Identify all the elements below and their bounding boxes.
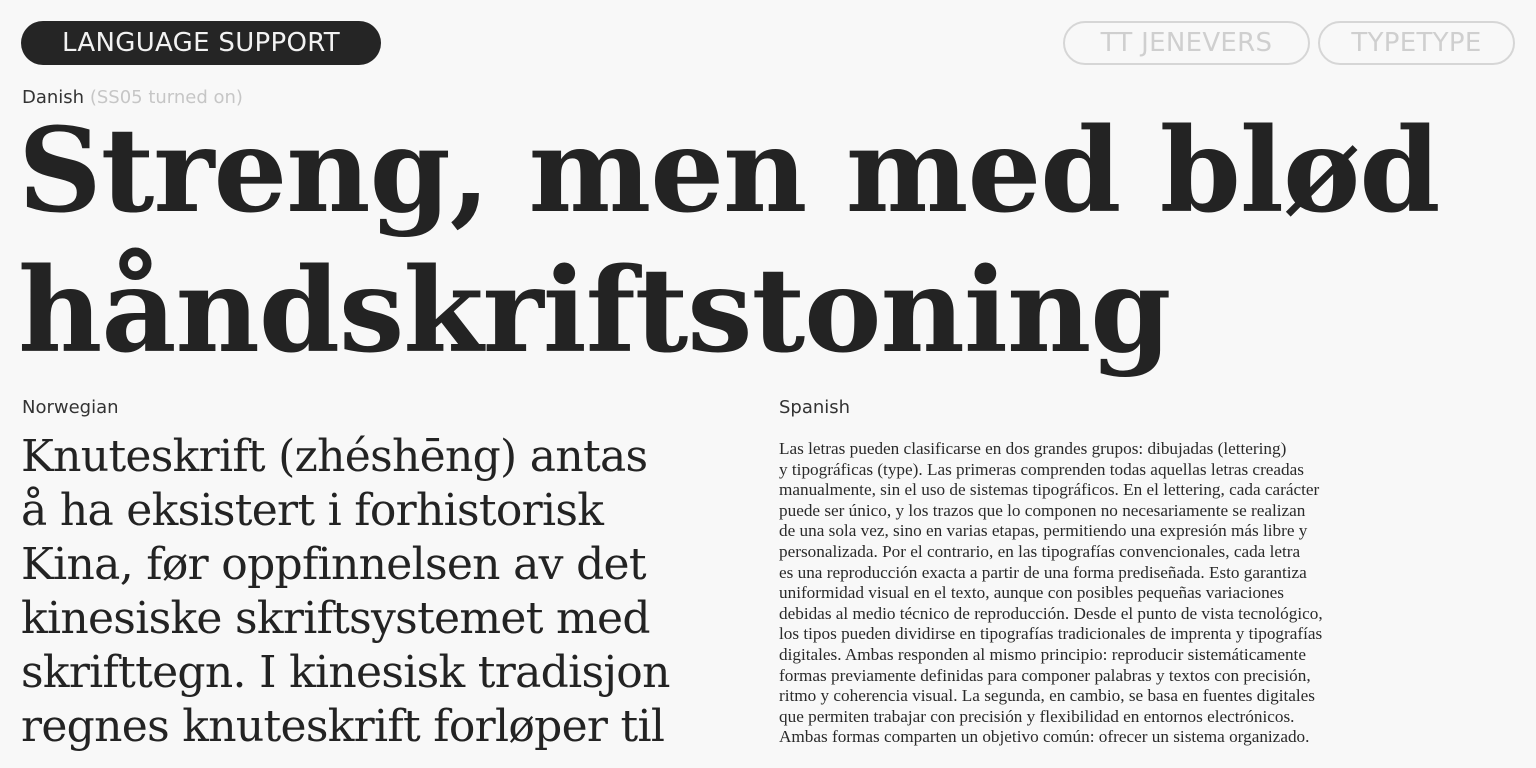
font-name-tag: TT JENEVERS [1063, 21, 1310, 65]
danish-sample-line-1: Streng, men med blød [18, 103, 1440, 239]
norwegian-label: Norwegian [22, 397, 119, 418]
danish-sample-line-2: håndskriftstoning [18, 243, 1171, 379]
danish-stylistic-set-note: (SS05 turned on) [89, 87, 243, 108]
norwegian-sample-text: Knuteskrift (zhéshēng) antas å ha eksistert i forhistorisk Kina, før oppfinnelsen av det kinesiske skriftsystemet med skrifttegn. I kinesisk tradisjon regnes knuteskrift forløper til [21, 431, 670, 752]
language-support-badge: LANGUAGE SUPPORT [21, 21, 381, 65]
foundry-tag: TYPETYPE [1318, 21, 1515, 65]
spanish-label: Spanish [779, 397, 851, 418]
danish-language-name: Danish [22, 87, 85, 108]
spanish-sample-text: Las letras pueden clasificarse en dos grandes grupos: dibujadas (lettering) y tipográficas (type). Las primeras comprenden todas aquellas letras creadas manualmente, sin el uso de sistemas tipográficos. En el lettering, cada carácter puede ser único, y los trazos que lo componen no necesariamente se realizan de una sola vez, sino en varias etapas, permitiendo una expresión más libre y personalizada. Por el contrario, en las tipografías convencionales, cada letra es una reproducción exacta a partir de una forma prediseñada. Esto garantiza uniformidad visual en el texto, aunque con posibles pequeñas variaciones debidas al medio técnico de reproducción. Desde el punto de vista tecnológico, los tipos pueden dividirse en tipografías tradicionales de imprenta y tipografías digitales. Ambas responden al mismo principio: reproducir sistemáticamente formas previamente definidas para componer palabras y textos con precisión, ritmo y coherencia visual. La segunda, en cambio, se basa en fuentes digitales que permiten trabajar con precisión y flexibilidad en entornos electrónicos. Ambas formas comparten un objetivo común: ofrecer un sistema organizado. [779, 439, 1323, 747]
